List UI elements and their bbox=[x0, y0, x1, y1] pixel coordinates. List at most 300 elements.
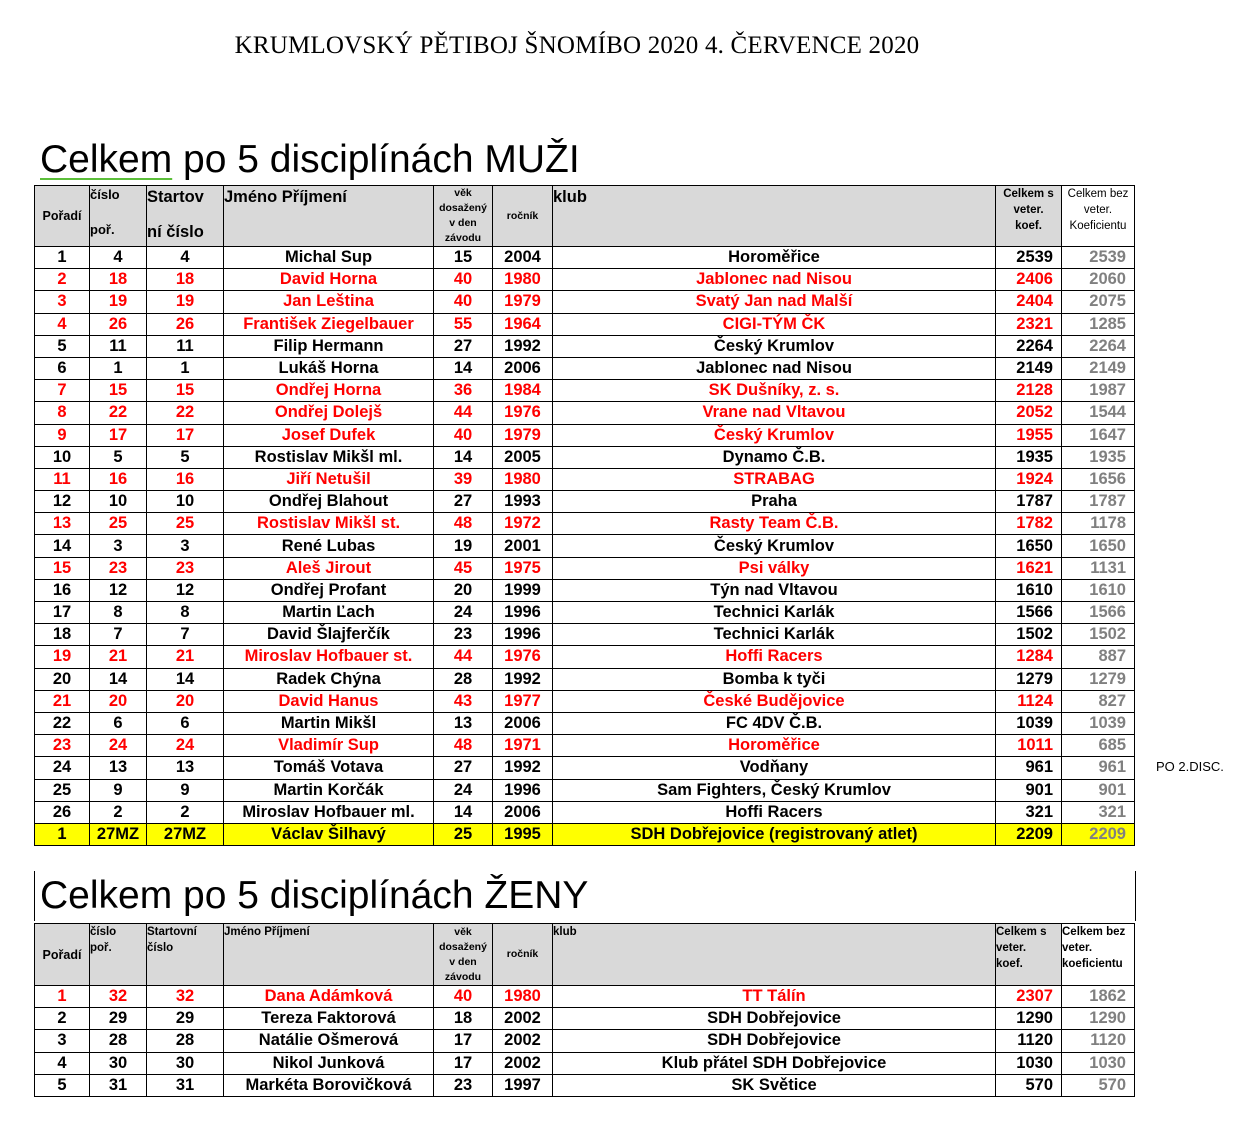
cell-start: 3 bbox=[147, 535, 224, 557]
cell-name: Natálie Ošmerová bbox=[224, 1030, 434, 1052]
cell-rocnik: 1976 bbox=[493, 402, 553, 424]
cell-poradi: 25 bbox=[35, 779, 90, 801]
cell-start: 32 bbox=[147, 986, 224, 1008]
cell-name: Martin Korčák bbox=[224, 779, 434, 801]
cell-vek: 45 bbox=[434, 557, 493, 579]
cell-vek: 13 bbox=[434, 712, 493, 734]
cell-start: 21 bbox=[147, 646, 224, 668]
cell-celkem: 1782 bbox=[996, 513, 1062, 535]
cell-klub: Dynamo Č.B. bbox=[553, 446, 996, 468]
cell-vek: 14 bbox=[434, 357, 493, 379]
cell-rocnik: 1992 bbox=[493, 335, 553, 357]
cell-bez: 1647 bbox=[1062, 424, 1135, 446]
cell-vek: 27 bbox=[434, 491, 493, 513]
cell-vek: 48 bbox=[434, 513, 493, 535]
cell-cislo: 14 bbox=[90, 668, 147, 690]
cell-start: 19 bbox=[147, 291, 224, 313]
w-col-celkem-l2: veter. bbox=[996, 942, 1027, 954]
cell-rocnik: 1996 bbox=[493, 602, 553, 624]
cell-rocnik: 1992 bbox=[493, 757, 553, 779]
cell-rocnik: 1997 bbox=[493, 1074, 553, 1096]
w-col-start-line1: Startovní bbox=[147, 926, 197, 938]
cell-celkem: 2307 bbox=[996, 986, 1062, 1008]
cell-bez: 901 bbox=[1062, 779, 1135, 801]
w-col-cislo-header bbox=[90, 924, 147, 986]
cell-name: Nikol Junková bbox=[224, 1052, 434, 1074]
cell-cislo: 17 bbox=[90, 424, 147, 446]
cell-vek: 44 bbox=[434, 402, 493, 424]
cell-klub: Horoměřice bbox=[553, 735, 996, 757]
cell-poradi: 24 bbox=[35, 757, 90, 779]
cell-poradi: 20 bbox=[35, 668, 90, 690]
cell-cislo: 22 bbox=[90, 402, 147, 424]
cell-celkem: 2264 bbox=[996, 335, 1062, 357]
cell-celkem: 2539 bbox=[996, 247, 1062, 269]
cell-rocnik: 1996 bbox=[493, 779, 553, 801]
cell-poradi: 5 bbox=[35, 1074, 90, 1096]
cell-bez: 685 bbox=[1062, 735, 1135, 757]
cell-celkem: 1502 bbox=[996, 624, 1062, 646]
cell-klub: Vrane nad Vltavou bbox=[553, 402, 996, 424]
cell-rocnik: 2004 bbox=[493, 247, 553, 269]
cell-rocnik: 2002 bbox=[493, 1052, 553, 1074]
cell-klub: Týn nad Vltavou bbox=[553, 579, 996, 601]
cell-name: Martin Mikšl bbox=[224, 712, 434, 734]
cell-vek: 44 bbox=[434, 646, 493, 668]
cell-rocnik: 1979 bbox=[493, 424, 553, 446]
cell-vek: 55 bbox=[434, 313, 493, 335]
cell-poradi: 7 bbox=[35, 380, 90, 402]
cell-start: 13 bbox=[147, 757, 224, 779]
col-start-line1: Startov bbox=[147, 188, 204, 206]
table-row bbox=[35, 402, 1135, 424]
cell-poradi: 22 bbox=[35, 712, 90, 734]
col-bez-l1: Celkem bez bbox=[1067, 188, 1129, 200]
cell-cislo: 26 bbox=[90, 313, 147, 335]
cell-name: David Horna bbox=[224, 269, 434, 291]
cell-vek: 28 bbox=[434, 668, 493, 690]
w-col-celkem-header bbox=[996, 924, 1062, 986]
cell-start: 7 bbox=[147, 624, 224, 646]
cell-start: 29 bbox=[147, 1008, 224, 1030]
cell-vek: 17 bbox=[434, 1052, 493, 1074]
table-row bbox=[35, 624, 1135, 646]
cell-vek: 27 bbox=[434, 335, 493, 357]
cell-poradi: 1 bbox=[35, 247, 90, 269]
cell-poradi: 15 bbox=[35, 557, 90, 579]
women-section-heading: Celkem po 5 disciplínách ŽENY bbox=[40, 874, 589, 917]
cell-cislo: 5 bbox=[90, 446, 147, 468]
cell-bez: 1544 bbox=[1062, 402, 1135, 424]
cell-cislo: 2 bbox=[90, 801, 147, 823]
cell-rocnik: 2006 bbox=[493, 712, 553, 734]
cell-start: 4 bbox=[147, 247, 224, 269]
cell-name: Martin Ľach bbox=[224, 602, 434, 624]
cell-vek: 24 bbox=[434, 779, 493, 801]
cell-name: Markéta Borovičková bbox=[224, 1074, 434, 1096]
cell-name: Ondřej Blahout bbox=[224, 491, 434, 513]
w-col-bez-header bbox=[1062, 924, 1135, 986]
cell-cislo: 18 bbox=[90, 269, 147, 291]
cell-klub: Praha bbox=[553, 491, 996, 513]
cell-poradi: 5 bbox=[35, 335, 90, 357]
col-vek-header bbox=[434, 186, 493, 247]
w-col-celkem-l3: koef. bbox=[996, 958, 1023, 970]
cell-klub: Technici Karlák bbox=[553, 624, 996, 646]
cell-start: 27MZ bbox=[147, 823, 224, 845]
cell-cislo: 32 bbox=[90, 986, 147, 1008]
cell-rocnik: 2006 bbox=[493, 357, 553, 379]
col-bez-l3: Koeficientu bbox=[1069, 220, 1127, 232]
cell-poradi: 14 bbox=[35, 535, 90, 557]
cell-cislo: 15 bbox=[90, 380, 147, 402]
document-title: KRUMLOVSKÝ PĚTIBOJ ŠNOMÍBO 2020 4. ČERVENCE 2020 bbox=[234, 32, 920, 59]
cell-celkem: 1124 bbox=[996, 690, 1062, 712]
cell-poradi: 10 bbox=[35, 446, 90, 468]
col-name-header: Jméno Příjmení bbox=[224, 186, 434, 247]
cell-vek: 23 bbox=[434, 1074, 493, 1096]
cell-celkem: 570 bbox=[996, 1074, 1062, 1096]
cell-poradi: 11 bbox=[35, 468, 90, 490]
table-row bbox=[35, 513, 1135, 535]
cell-bez: 1285 bbox=[1062, 313, 1135, 335]
cell-cislo: 16 bbox=[90, 468, 147, 490]
cell-klub: Svatý Jan nad Malší bbox=[553, 291, 996, 313]
col-klub-header: klub bbox=[553, 186, 996, 247]
cell-poradi: 2 bbox=[35, 1008, 90, 1030]
men-results-table bbox=[34, 185, 1135, 846]
cell-klub: STRABAG bbox=[553, 468, 996, 490]
cell-klub: Český Krumlov bbox=[553, 335, 996, 357]
cell-celkem: 1955 bbox=[996, 424, 1062, 446]
cell-bez: 1131 bbox=[1062, 557, 1135, 579]
table-row bbox=[35, 602, 1135, 624]
cell-vek: 18 bbox=[434, 1008, 493, 1030]
col-vek-l2: dosažený bbox=[439, 202, 487, 214]
men-heading-word: Celkem bbox=[40, 138, 173, 181]
cell-poradi: 26 bbox=[35, 801, 90, 823]
cell-cislo: 25 bbox=[90, 513, 147, 535]
w-col-vek-l4: závodu bbox=[444, 970, 482, 983]
table-row bbox=[35, 690, 1135, 712]
cell-poradi: 4 bbox=[35, 1052, 90, 1074]
cell-celkem: 2321 bbox=[996, 313, 1062, 335]
cell-name: Jan Leština bbox=[224, 291, 434, 313]
cell-start: 17 bbox=[147, 424, 224, 446]
cell-vek: 14 bbox=[434, 801, 493, 823]
cell-bez: 1656 bbox=[1062, 468, 1135, 490]
cell-name: Rostislav Mikšl ml. bbox=[224, 446, 434, 468]
cell-start: 9 bbox=[147, 779, 224, 801]
women-header-row bbox=[35, 924, 1135, 986]
cell-poradi: 1 bbox=[35, 986, 90, 1008]
cell-bez: 1787 bbox=[1062, 491, 1135, 513]
cell-bez: 321 bbox=[1062, 801, 1135, 823]
col-start-line2: ní číslo bbox=[147, 223, 204, 241]
cell-celkem: 1566 bbox=[996, 602, 1062, 624]
col-cislo-line1: číslo bbox=[90, 187, 120, 202]
cell-rocnik: 1984 bbox=[493, 380, 553, 402]
cell-vek: 17 bbox=[434, 1030, 493, 1052]
cell-start: 2 bbox=[147, 801, 224, 823]
table-row bbox=[35, 757, 1135, 779]
cell-name: Ondřej Dolejš bbox=[224, 402, 434, 424]
cell-rocnik: 1996 bbox=[493, 624, 553, 646]
cell-celkem: 2406 bbox=[996, 269, 1062, 291]
cell-klub: Technici Karlák bbox=[553, 602, 996, 624]
cell-name: David Šlajferčík bbox=[224, 624, 434, 646]
col-bez-l2: veter. bbox=[1083, 204, 1113, 216]
cell-klub: SDH Dobřejovice bbox=[553, 1008, 996, 1030]
cell-start: 25 bbox=[147, 513, 224, 535]
cell-vek: 27 bbox=[434, 757, 493, 779]
cell-vek: 15 bbox=[434, 247, 493, 269]
men-heading-rest: po 5 disciplínách MUŽI bbox=[172, 138, 580, 181]
men-section-heading bbox=[40, 138, 580, 182]
cell-cislo: 21 bbox=[90, 646, 147, 668]
cell-rocnik: 2001 bbox=[493, 535, 553, 557]
w-col-name-header: Jméno Příjmení bbox=[224, 924, 434, 986]
cell-rocnik: 2005 bbox=[493, 446, 553, 468]
table-row bbox=[35, 313, 1135, 335]
w-col-bez-l1: Celkem bez bbox=[1062, 926, 1126, 938]
cell-celkem: 2128 bbox=[996, 380, 1062, 402]
cell-name: Vladimír Sup bbox=[224, 735, 434, 757]
col-poradi-header: Pořadí bbox=[35, 186, 90, 247]
table-row bbox=[35, 1074, 1135, 1096]
cell-poradi: 3 bbox=[35, 1030, 90, 1052]
cell-start: 15 bbox=[147, 380, 224, 402]
cell-poradi: 3 bbox=[35, 291, 90, 313]
col-vek-l1: věk bbox=[454, 187, 472, 199]
w-col-vek-l3: v den bbox=[449, 955, 477, 968]
cell-klub: FC 4DV Č.B. bbox=[553, 712, 996, 734]
cell-poradi: 17 bbox=[35, 602, 90, 624]
table-row bbox=[35, 468, 1135, 490]
cell-klub: SK Světice bbox=[553, 1074, 996, 1096]
cell-cislo: 28 bbox=[90, 1030, 147, 1052]
cell-klub: Sam Fighters, Český Krumlov bbox=[553, 779, 996, 801]
cell-celkem: 1787 bbox=[996, 491, 1062, 513]
cell-cislo: 7 bbox=[90, 624, 147, 646]
cell-klub: Klub přátel SDH Dobřejovice bbox=[553, 1052, 996, 1074]
cell-name: Tomáš Votava bbox=[224, 757, 434, 779]
cell-klub: Vodňany bbox=[553, 757, 996, 779]
w-col-celkem-l1: Celkem s bbox=[996, 926, 1047, 938]
table-row bbox=[35, 291, 1135, 313]
cell-name: Josef Dufek bbox=[224, 424, 434, 446]
table-row bbox=[35, 335, 1135, 357]
cell-rocnik: 1992 bbox=[493, 668, 553, 690]
cell-start: 16 bbox=[147, 468, 224, 490]
cell-bez: 1120 bbox=[1062, 1030, 1135, 1052]
cell-poradi: 12 bbox=[35, 491, 90, 513]
cell-celkem: 321 bbox=[996, 801, 1062, 823]
cell-klub: SDH Dobřejovice bbox=[553, 1030, 996, 1052]
col-celkem-l2: veter. bbox=[1013, 204, 1044, 216]
cell-poradi: 4 bbox=[35, 313, 90, 335]
cell-rocnik: 2006 bbox=[493, 801, 553, 823]
cell-name: Václav Šilhavý bbox=[224, 823, 434, 845]
table-row bbox=[35, 579, 1135, 601]
cell-poradi: 18 bbox=[35, 624, 90, 646]
table-row bbox=[35, 823, 1135, 845]
cell-vek: 24 bbox=[434, 602, 493, 624]
cell-cislo: 12 bbox=[90, 579, 147, 601]
cell-cislo: 27MZ bbox=[90, 823, 147, 845]
col-vek-l4: závodu bbox=[444, 232, 482, 244]
col-rocnik-header: ročník bbox=[493, 186, 553, 247]
cell-cislo: 23 bbox=[90, 557, 147, 579]
col-start-header bbox=[147, 186, 224, 247]
cell-start: 26 bbox=[147, 313, 224, 335]
cell-bez: 570 bbox=[1062, 1074, 1135, 1096]
table-row bbox=[35, 269, 1135, 291]
table-row bbox=[35, 1008, 1135, 1030]
cell-name: Jiří Netušil bbox=[224, 468, 434, 490]
cell-bez: 1279 bbox=[1062, 668, 1135, 690]
cell-bez: 1290 bbox=[1062, 1008, 1135, 1030]
cell-celkem: 1120 bbox=[996, 1030, 1062, 1052]
table-row bbox=[35, 712, 1135, 734]
cell-bez: 1039 bbox=[1062, 712, 1135, 734]
cell-start: 1 bbox=[147, 357, 224, 379]
cell-cislo: 24 bbox=[90, 735, 147, 757]
cell-celkem: 2052 bbox=[996, 402, 1062, 424]
cell-poradi: 23 bbox=[35, 735, 90, 757]
table-row bbox=[35, 779, 1135, 801]
cell-cislo: 8 bbox=[90, 602, 147, 624]
cell-bez: 1650 bbox=[1062, 535, 1135, 557]
cell-vek: 20 bbox=[434, 579, 493, 601]
cell-bez: 1987 bbox=[1062, 380, 1135, 402]
cell-cislo: 1 bbox=[90, 357, 147, 379]
cell-celkem: 1935 bbox=[996, 446, 1062, 468]
w-col-cislo-line1: číslo bbox=[90, 926, 117, 938]
cell-vek: 40 bbox=[434, 424, 493, 446]
cell-vek: 36 bbox=[434, 380, 493, 402]
table-row bbox=[35, 424, 1135, 446]
cell-start: 6 bbox=[147, 712, 224, 734]
table-row bbox=[35, 986, 1135, 1008]
col-celkem-l3: koef. bbox=[1015, 220, 1042, 232]
col-bez-header bbox=[1062, 186, 1135, 247]
cell-start: 12 bbox=[147, 579, 224, 601]
cell-bez: 2075 bbox=[1062, 291, 1135, 313]
table-row bbox=[35, 446, 1135, 468]
col-vek-l3: v den bbox=[449, 217, 477, 229]
cell-cislo: 9 bbox=[90, 779, 147, 801]
w-col-vek-header bbox=[434, 924, 493, 986]
cell-cislo: 10 bbox=[90, 491, 147, 513]
table-row bbox=[35, 735, 1135, 757]
cell-vek: 14 bbox=[434, 446, 493, 468]
cell-vek: 40 bbox=[434, 291, 493, 313]
cell-start: 10 bbox=[147, 491, 224, 513]
cell-celkem: 1011 bbox=[996, 735, 1062, 757]
cell-cislo: 13 bbox=[90, 757, 147, 779]
cell-rocnik: 1979 bbox=[493, 291, 553, 313]
cell-klub: SDH Dobřejovice (registrovaný atlet) bbox=[553, 823, 996, 845]
cell-celkem: 1610 bbox=[996, 579, 1062, 601]
cell-bez: 1610 bbox=[1062, 579, 1135, 601]
cell-start: 5 bbox=[147, 446, 224, 468]
cell-vek: 40 bbox=[434, 269, 493, 291]
cell-start: 18 bbox=[147, 269, 224, 291]
men-header-row bbox=[35, 186, 1135, 247]
cell-vek: 19 bbox=[434, 535, 493, 557]
table-row bbox=[35, 247, 1135, 269]
table-row bbox=[35, 557, 1135, 579]
cell-name: Ondřej Horna bbox=[224, 380, 434, 402]
cell-name: Radek Chýna bbox=[224, 668, 434, 690]
table-row bbox=[35, 1030, 1135, 1052]
cell-start: 11 bbox=[147, 335, 224, 357]
cell-bez: 2149 bbox=[1062, 357, 1135, 379]
cell-celkem: 1290 bbox=[996, 1008, 1062, 1030]
cell-cislo: 20 bbox=[90, 690, 147, 712]
cell-celkem: 1924 bbox=[996, 468, 1062, 490]
cell-bez: 1935 bbox=[1062, 446, 1135, 468]
cell-cislo: 6 bbox=[90, 712, 147, 734]
w-col-vek-l2: dosažený bbox=[439, 940, 487, 953]
cell-start: 14 bbox=[147, 668, 224, 690]
w-col-bez-l3: koeficientu bbox=[1062, 958, 1123, 970]
col-cislo-header bbox=[90, 186, 147, 247]
cell-bez: 2060 bbox=[1062, 269, 1135, 291]
cell-bez: 961 bbox=[1062, 757, 1135, 779]
cell-poradi: 1 bbox=[35, 823, 90, 845]
cell-start: 8 bbox=[147, 602, 224, 624]
cell-vek: 23 bbox=[434, 624, 493, 646]
table-row bbox=[35, 1052, 1135, 1074]
men-table-body bbox=[35, 247, 1135, 846]
w-col-bez-l2: veter. bbox=[1062, 942, 1093, 954]
cell-rocnik: 1980 bbox=[493, 986, 553, 1008]
women-table-body bbox=[35, 986, 1135, 1097]
cell-rocnik: 1972 bbox=[493, 513, 553, 535]
cell-celkem: 2404 bbox=[996, 291, 1062, 313]
cell-klub: Bomba k tyči bbox=[553, 668, 996, 690]
w-col-rocnik-header: ročník bbox=[493, 924, 553, 986]
cell-poradi: 8 bbox=[35, 402, 90, 424]
cell-cislo: 29 bbox=[90, 1008, 147, 1030]
cell-klub: Český Krumlov bbox=[553, 535, 996, 557]
cell-poradi: 19 bbox=[35, 646, 90, 668]
cell-klub: Jablonec nad Nisou bbox=[553, 269, 996, 291]
cell-klub: Psi války bbox=[553, 557, 996, 579]
cell-start: 22 bbox=[147, 402, 224, 424]
table-row bbox=[35, 380, 1135, 402]
cell-klub: Hoffi Racers bbox=[553, 646, 996, 668]
cell-klub: Hoffi Racers bbox=[553, 801, 996, 823]
table-row bbox=[35, 646, 1135, 668]
cell-vek: 25 bbox=[434, 823, 493, 845]
cell-rocnik: 1976 bbox=[493, 646, 553, 668]
cell-name: Miroslav Hofbauer st. bbox=[224, 646, 434, 668]
cell-start: 20 bbox=[147, 690, 224, 712]
col-celkem-header bbox=[996, 186, 1062, 247]
cell-bez: 1566 bbox=[1062, 602, 1135, 624]
cell-vek: 39 bbox=[434, 468, 493, 490]
table-row bbox=[35, 535, 1135, 557]
cell-klub: Horoměřice bbox=[553, 247, 996, 269]
cell-start: 30 bbox=[147, 1052, 224, 1074]
cell-rocnik: 1977 bbox=[493, 690, 553, 712]
cell-name: Miroslav Hofbauer ml. bbox=[224, 801, 434, 823]
cell-poradi: 21 bbox=[35, 690, 90, 712]
cell-bez: 2264 bbox=[1062, 335, 1135, 357]
